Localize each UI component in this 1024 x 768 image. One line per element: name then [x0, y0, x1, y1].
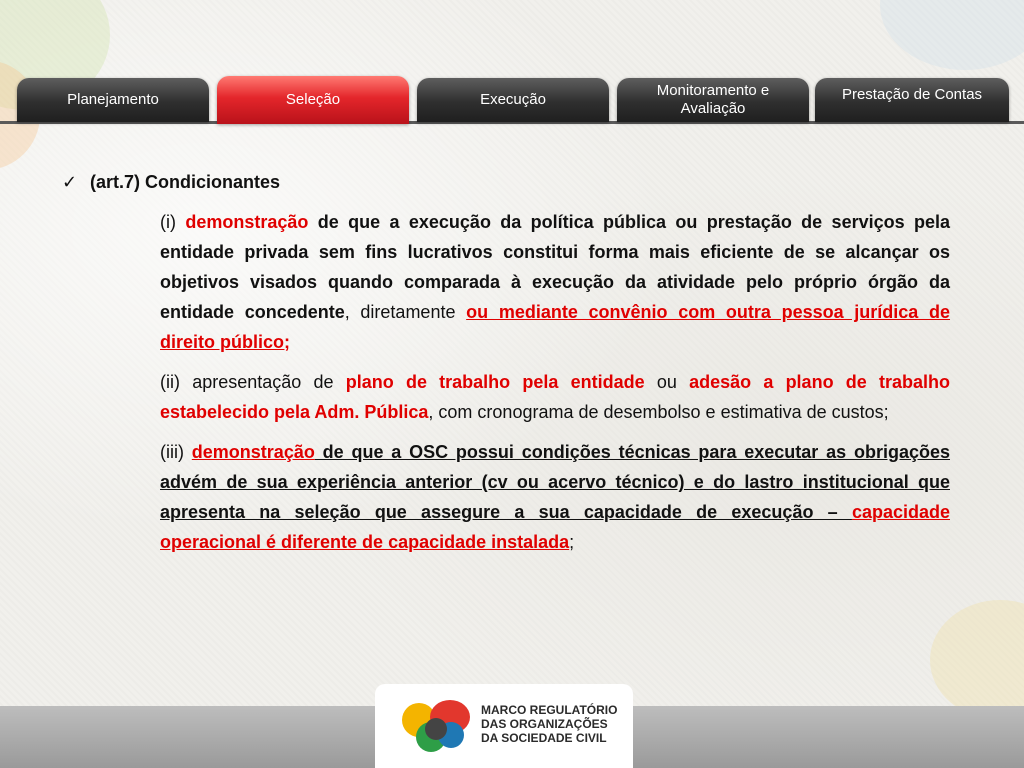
tab-label: Execução	[480, 91, 546, 108]
logo-line-2: DAS ORGANIZAÇÕES	[481, 717, 608, 731]
p3-red2: capacidade operacional é diferente de capacidade instalada	[160, 502, 950, 552]
logo-text	[481, 703, 617, 745]
check-icon: ✓	[62, 172, 78, 192]
paragraph-iii	[160, 437, 950, 557]
p2-red1: plano de trabalho pela entidade	[345, 372, 645, 392]
logo-line-3: DA SOCIEDADE CIVIL	[481, 731, 607, 745]
p3-bold1: de que a OSC possui condições técnicas para executar as obrigações advém de sua experiência anterior (cv ou acervo técnico) e do lastro institucional que apresenta na seleção que assegure a sua capacidade de execução –	[160, 442, 950, 522]
paragraph-ii	[160, 367, 950, 427]
p1-plain1: , diretamente	[344, 302, 467, 322]
p3-num: (iii)	[160, 442, 192, 462]
tab-label: Monitoramento e Avaliação	[656, 82, 770, 117]
p2-red2: adesão a plano de trabalho estabelecido pela Adm. Pública	[160, 372, 951, 422]
tab-label: Seleção	[285, 91, 341, 108]
paragraph-i	[160, 207, 950, 357]
tab-execucao[interactable]	[417, 78, 609, 122]
p3-red1: demonstração	[191, 442, 315, 462]
bullet-heading	[62, 172, 950, 193]
p2-plain1: ou	[644, 372, 690, 392]
p2-num: (ii) apresentação de	[160, 372, 346, 392]
logo-line-1: MARCO REGULATÓRIO	[481, 703, 618, 717]
tab-selecao[interactable]	[217, 76, 409, 124]
tab-planejamento[interactable]	[17, 78, 209, 122]
section-tabs	[0, 0, 1024, 124]
slide-content	[62, 172, 950, 557]
p1-red1: demonstração	[185, 212, 309, 232]
p1-bold1: de que a execução da política pública ou prestação de serviços pela entidade privada sem fins lucrativos constitui forma mais eficiente de se alcançar os objetivos visados quando comparada à execução da atividade pelo próprio órgão da entidade concedente	[160, 212, 950, 322]
p2-plain2: , com cronograma de desembolso e estimativa de custos;	[428, 402, 889, 422]
tab-label: Prestação de Contas	[841, 86, 983, 103]
tab-monitoramento[interactable]	[617, 78, 809, 122]
heading-text: (art.7) Condicionantes	[90, 172, 281, 192]
p3-plain1: ;	[569, 532, 575, 552]
p1-num: (i)	[160, 212, 186, 232]
p1-red2: ou mediante convênio com outra pessoa jurídica de direito público;	[160, 302, 951, 352]
tab-label: Planejamento	[67, 91, 159, 108]
tab-prestacao-de-contas[interactable]	[815, 78, 1009, 122]
